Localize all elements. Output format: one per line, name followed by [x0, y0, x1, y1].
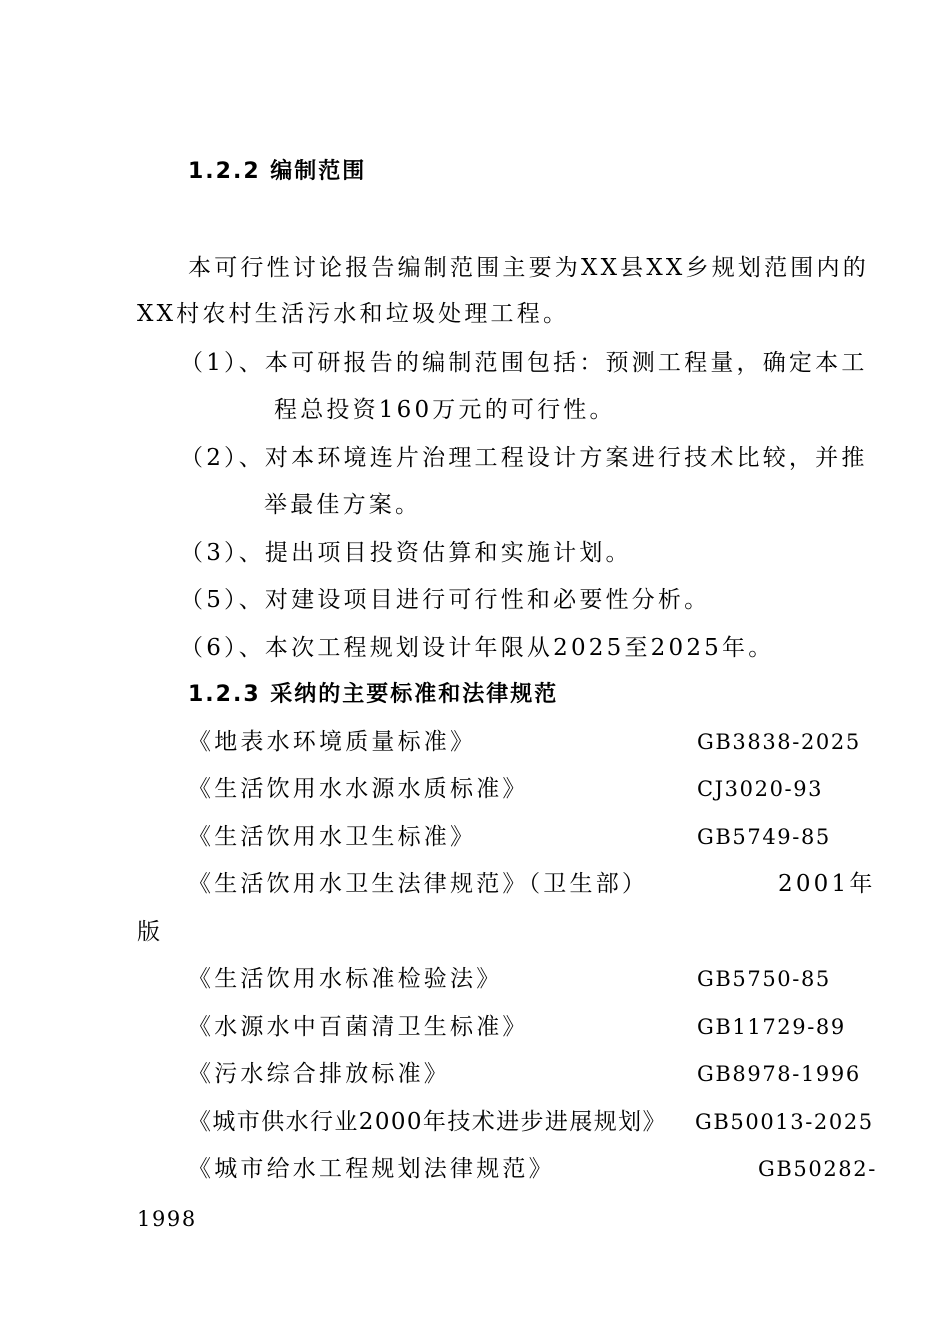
standard-code: 2001年	[778, 871, 876, 897]
standard-title: 《生活饮用水水源水质标准》	[188, 776, 529, 802]
standard-wrap-text: 版	[137, 919, 164, 945]
standard-title: 《生活饮用水卫生标准》	[188, 824, 477, 850]
standard-title: 《城市给水工程规划法律规范》	[188, 1156, 555, 1182]
scope-item-1-line-2: 程总投资160万元的可行性。	[274, 397, 616, 423]
standard-code: GB8978-1996	[697, 1062, 861, 1086]
scope-item-6: （6）、本次工程规划设计年限从2025至2025年。	[180, 635, 775, 661]
standard-code: GB50013-2025	[695, 1110, 874, 1134]
standard-code: GB5749-85	[697, 825, 831, 849]
intro-paragraph-line-1: 本可行性讨论报告编制范围主要为XX县XX乡规划范围内的	[188, 255, 869, 281]
scope-item-5: （5）、对建设项目进行可行性和必要性分析。	[180, 587, 711, 613]
standard-title: 《城市供水行业2000年技术进步进展规划》	[188, 1109, 667, 1135]
standard-wrap-text: 1998	[137, 1207, 197, 1231]
standard-code: GB3838-2025	[697, 730, 861, 754]
standard-title: 《地表水环境质量标准》	[188, 729, 477, 755]
standard-code: GB5750-85	[697, 967, 831, 991]
scope-item-2-line-2: 举最佳方案。	[264, 492, 422, 518]
scope-item-1-line-1: （1）、本可研报告的编制范围包括：预测工程量，确定本工	[180, 350, 868, 376]
intro-paragraph-line-2: XX村农村生活污水和垃圾处理工程。	[137, 301, 570, 327]
standard-code: GB11729-89	[697, 1015, 846, 1039]
scope-item-2-line-1: （2）、对本环境连片治理工程设计方案进行技术比较，并推	[180, 445, 868, 471]
standard-title: 《生活饮用水卫生法律规范》（卫生部）	[188, 871, 649, 897]
scope-item-3: （3）、提出项目投资估算和实施计划。	[180, 540, 632, 566]
standard-title: 《污水综合排放标准》	[188, 1061, 450, 1087]
standard-title: 《生活饮用水标准检验法》	[188, 966, 503, 992]
section-heading-1-2-2: 1.2.2 编制范围	[188, 159, 367, 184]
standard-title: 《水源水中百菌清卫生标准》	[188, 1014, 529, 1040]
standard-code: CJ3020-93	[697, 777, 824, 801]
standard-code: GB50282-	[758, 1157, 877, 1181]
section-heading-1-2-3: 1.2.3 采纳的主要标准和法律规范	[188, 682, 559, 707]
